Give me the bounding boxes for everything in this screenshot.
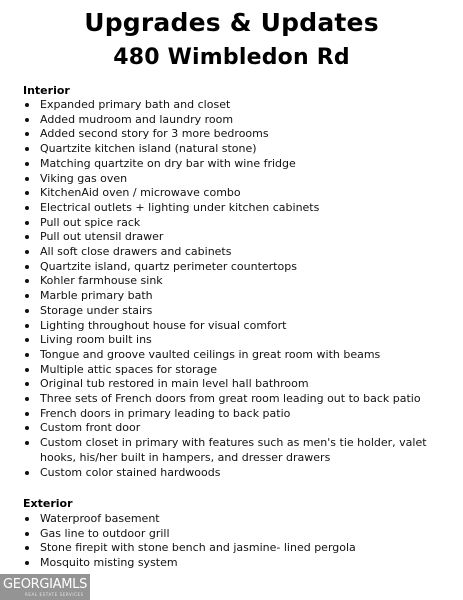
interior-list-item: Quartzite island, quartz perimeter countertops xyxy=(23,260,453,275)
interior-list-item: French doors in primary leading to back patio xyxy=(23,407,453,422)
exterior-list-item: Mosquito misting system xyxy=(23,556,453,571)
exterior-list xyxy=(23,512,453,571)
interior-heading: Interior xyxy=(23,84,70,97)
interior-list-item: Quartzite kitchen island (natural stone) xyxy=(23,142,453,157)
interior-list-item: Pull out spice rack xyxy=(23,216,453,231)
interior-list-item: Expanded primary bath and closet xyxy=(23,98,453,113)
watermark-logo-text: GEORGIAMLS xyxy=(3,576,88,592)
interior-list xyxy=(23,98,453,480)
interior-list-item: Storage under stairs xyxy=(23,304,453,319)
interior-list-item: Original tub restored in main level hall bathroom xyxy=(23,377,453,392)
interior-list-item: Multiple attic spaces for storage xyxy=(23,363,453,378)
interior-list-item: Custom color stained hardwoods xyxy=(23,466,453,481)
interior-list-item: Viking gas oven xyxy=(23,172,453,187)
interior-list-item: Matching quartzite on dry bar with wine fridge xyxy=(23,157,453,172)
interior-list-item: Three sets of French doors from great room leading out to back patio xyxy=(23,392,453,407)
interior-list-item: All soft close drawers and cabinets xyxy=(23,245,453,260)
exterior-list-item: Stone firepit with stone bench and jasmine- lined pergola xyxy=(23,541,453,556)
exterior-list-item: Waterproof basement xyxy=(23,512,453,527)
interior-list-item: Marble primary bath xyxy=(23,289,453,304)
interior-list-item: Added second story for 3 more bedrooms xyxy=(23,127,453,142)
interior-list-item: Pull out utensil drawer xyxy=(23,230,453,245)
exterior-list-item: Gas line to outdoor grill xyxy=(23,527,453,542)
interior-list-item: Tongue and groove vaulted ceilings in great room with beams xyxy=(23,348,453,363)
watermark-subtext: REAL ESTATE SERVICES xyxy=(25,591,84,597)
interior-list-item: Kohler farmhouse sink xyxy=(23,274,453,289)
interior-list-item: Electrical outlets + lighting under kitchen cabinets xyxy=(23,201,453,216)
property-address: 480 Wimbledon Rd xyxy=(113,45,350,70)
interior-list-item: Added mudroom and laundry room xyxy=(23,113,453,128)
interior-list-item: Lighting throughout house for visual comfort xyxy=(23,319,453,334)
interior-list-item: Custom front door xyxy=(23,421,453,436)
page-title: Upgrades & Updates xyxy=(84,8,379,37)
interior-list-item: Custom closet in primary with features such as men's tie holder, valet hooks, his/her built in hampers, and dresser drawers xyxy=(23,436,453,465)
georgia-mls-watermark xyxy=(0,574,90,600)
exterior-heading: Exterior xyxy=(23,497,73,510)
interior-list-item: KitchenAid oven / microwave combo xyxy=(23,186,453,201)
interior-list-item: Living room built ins xyxy=(23,333,453,348)
